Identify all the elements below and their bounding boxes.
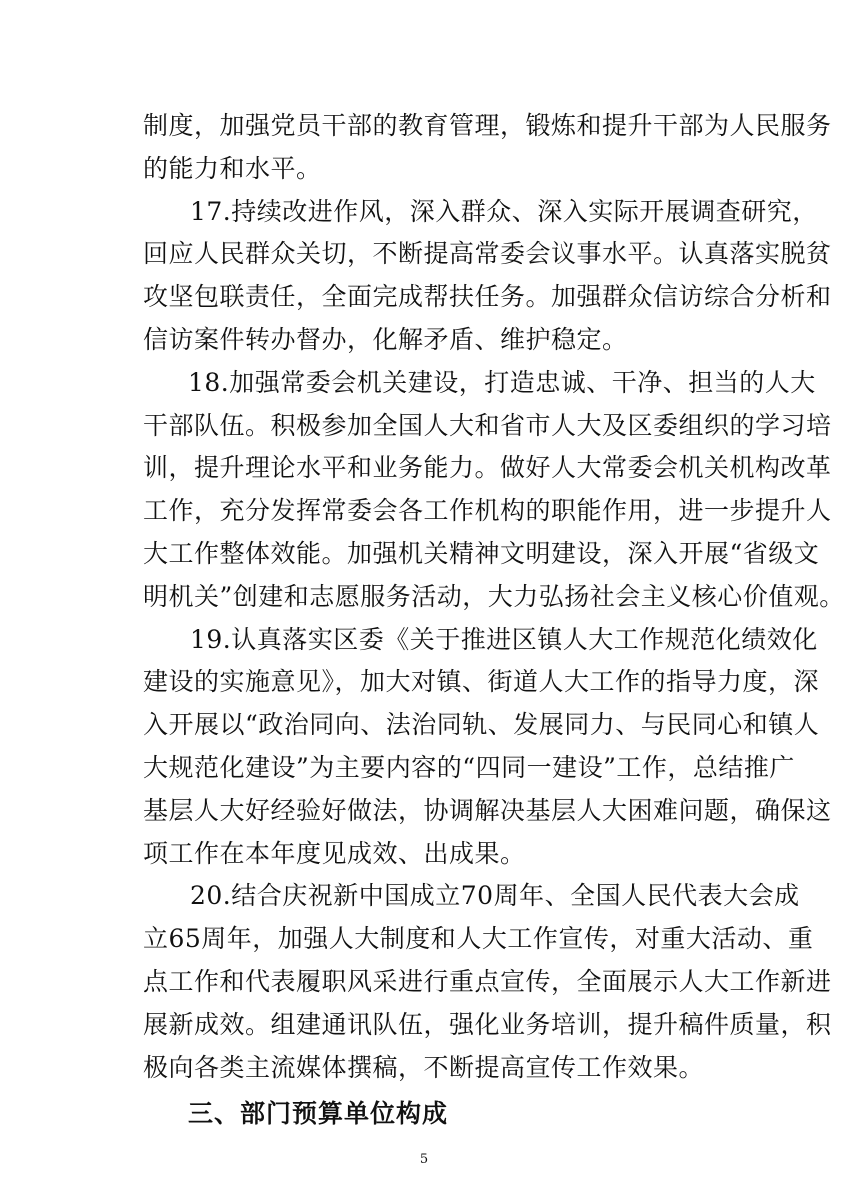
- paragraph-line: 回应人民群众关切，不断提高常委会议事水平。认真落实脱贫: [143, 239, 832, 269]
- section-heading: 三、部门预算单位构成: [188, 1099, 449, 1129]
- paragraph-line: 的能力和水平。: [143, 153, 322, 183]
- paragraph-line: 立65周年，加强人大制度和人大工作宣传，对重大活动、重: [143, 924, 814, 954]
- paragraph-line: 项工作在本年度见成效、出成果。: [143, 838, 526, 868]
- paragraph-line: 工作，充分发挥常委会各工作机构的职能作用，进一步提升人: [143, 496, 832, 526]
- paragraph-line: 信访案件转办督办，化解矛盾、维护稳定。: [143, 325, 628, 354]
- paragraph-line: 建设的实施意见》，加大对镇、街道人大工作的指导力度，深: [143, 667, 820, 697]
- paragraph-line: 20.结合庆祝新中国成立70周年、全国人民代表大会成: [190, 881, 800, 911]
- page-number: 5: [419, 1152, 429, 1168]
- paragraph-line: 极向各类主流媒体撰稿，不断提高宣传工作效果。: [143, 1052, 705, 1082]
- paragraph-line: 入开展以“政治同向、法治同轨、发展同力、与民同心和镇人: [143, 710, 820, 740]
- paragraph-line: 大规范化建设”为主要内容的“四同一建设”工作，总结推广: [143, 753, 795, 782]
- paragraph-line: 18.加强常委会机关建设，打造忠诚、干净、担当的人大: [188, 367, 816, 397]
- paragraph-line: 点工作和代表履职风采进行重点宣传，全面展示人大工作新进: [143, 967, 832, 996]
- paragraph-line: 17.持续改进作风，深入群众、深入实际开展调查研究，: [190, 196, 818, 226]
- paragraph-line: 训，提升理论水平和业务能力。做好人大常委会机关机构改革: [143, 453, 832, 483]
- paragraph-line: 展新成效。组建通讯队伍，强化业务培训，提升稿件质量，积: [143, 1009, 832, 1039]
- paragraph-line: 明机关”创建和志愿服务活动，大力弘扬社会主义核心价值观。: [143, 581, 845, 611]
- paragraph-line: 制度，加强党员干部的教育管理，锻炼和提升干部为人民服务: [143, 111, 832, 140]
- paragraph-line: 大工作整体效能。加强机关精神文明建设，深入开展“省级文: [143, 539, 820, 568]
- paragraph-line: 基层人大好经验好做法，协调解决基层人大困难问题，确保这: [143, 795, 832, 825]
- paragraph-line: 干部队伍。积极参加全国人大和省市人大及区委组织的学习培: [143, 410, 832, 440]
- paragraph-line: 攻坚包联责任，全面完成帮扶任务。加强群众信访综合分析和: [143, 282, 832, 312]
- paragraph-line: 19.认真落实区委《关于推进区镇人大工作规范化绩效化: [190, 624, 818, 654]
